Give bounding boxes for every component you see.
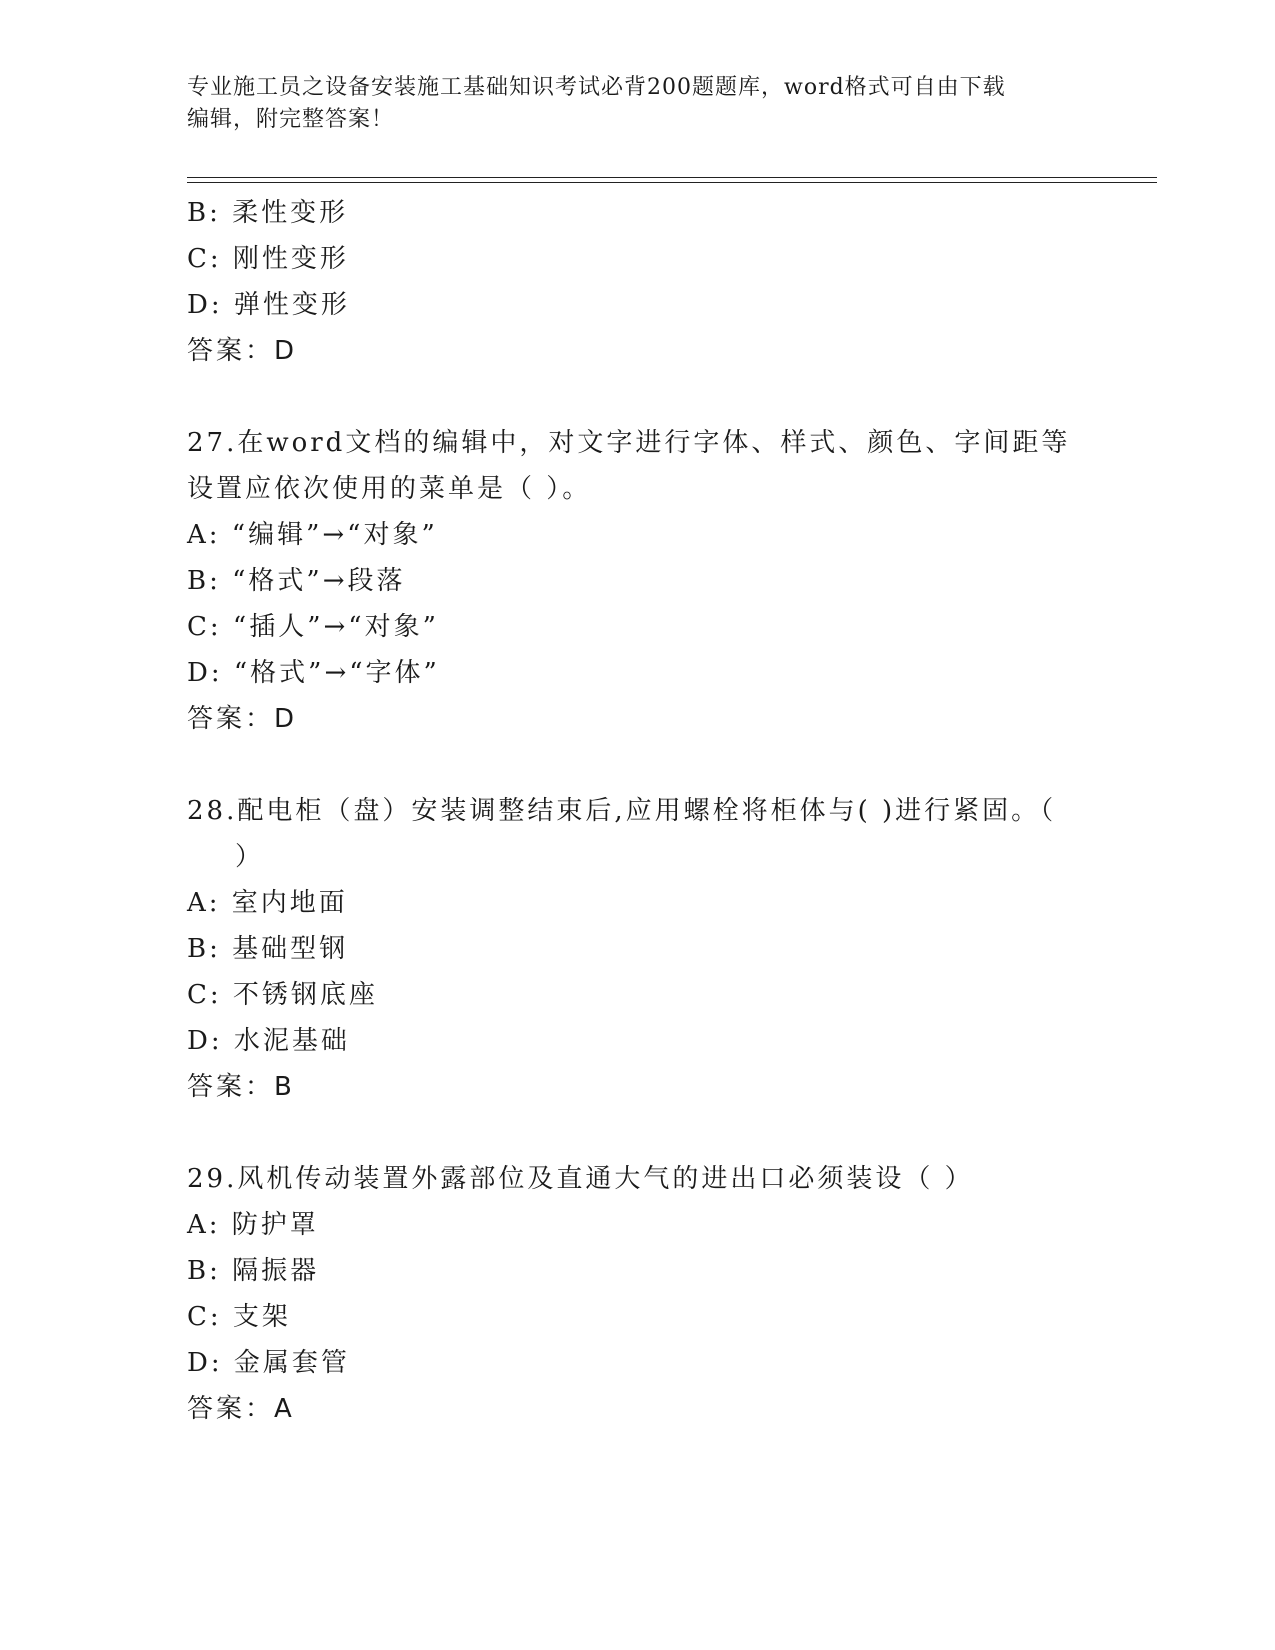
answer: 答案：B	[187, 1072, 295, 1102]
option-d: D: 弹性变形	[187, 290, 350, 320]
option-d: D: 金属套管	[187, 1348, 350, 1378]
option-d: D: “格式”→“字体”	[187, 658, 440, 688]
option-c: C: 不锈钢底座	[187, 980, 378, 1010]
answer: 答案：D	[187, 336, 298, 366]
option-c: C: 刚性变形	[187, 244, 349, 274]
option-b: B: 基础型钢	[187, 934, 349, 964]
header-line-1: 专业施工员之设备安装施工基础知识考试必背200题题库，word格式可自由下载	[187, 75, 1006, 100]
spacer	[187, 1110, 1087, 1156]
question-text-line-2: 设置应依次使用的菜单是（ ）。	[187, 474, 592, 504]
spacer	[187, 742, 1087, 788]
spacer	[187, 374, 1087, 420]
question-26-tail	[187, 190, 1087, 374]
question-27	[187, 420, 1087, 742]
option-a: A: “编辑”→“对象”	[187, 520, 438, 550]
header-line-2: 编辑，附完整答案！	[187, 107, 395, 132]
option-b: B: 隔振器	[187, 1256, 320, 1286]
option-d: D: 水泥基础	[187, 1026, 350, 1056]
option-b: B: 柔性变形	[187, 198, 349, 228]
document-header	[187, 72, 1067, 136]
header-rule-top	[187, 177, 1157, 178]
option-a: A: 室内地面	[187, 888, 348, 918]
question-29	[187, 1156, 1087, 1432]
question-28	[187, 788, 1087, 1110]
question-text-line-1: 27.在word文档的编辑中，对文字进行字体、样式、颜色、字间距等	[187, 428, 1071, 458]
question-text-line-1: 28.配电柜（盘）安装调整结束后,应用螺栓将柜体与( )进行紧固。（	[187, 796, 1057, 826]
question-text-line-1: 29.风机传动装置外露部位及直通大气的进出口必须装设（ ）	[187, 1164, 974, 1194]
answer: 答案：D	[187, 704, 298, 734]
option-c: C: “插人”→“对象”	[187, 612, 439, 642]
option-b: B: “格式”→段落	[187, 566, 406, 596]
answer: 答案：A	[187, 1394, 295, 1424]
question-text-line-2: ）	[235, 842, 265, 872]
option-c: C: 支架	[187, 1302, 291, 1332]
header-rule-bottom	[187, 182, 1157, 183]
question-list	[187, 190, 1087, 1432]
option-a: A: 防护罩	[187, 1210, 319, 1240]
